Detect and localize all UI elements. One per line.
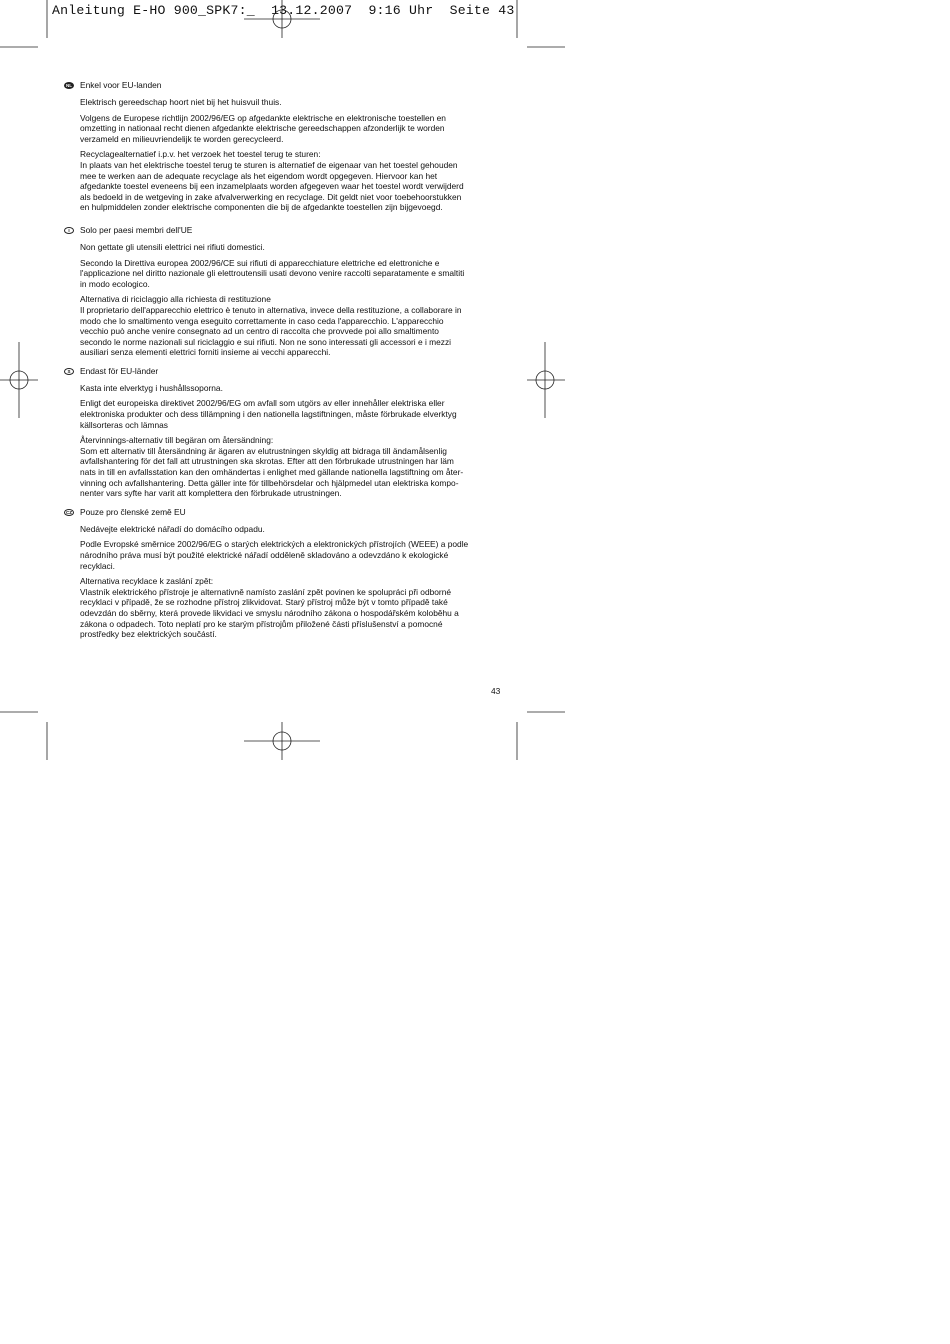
heading-text: Pouze pro členské země EU <box>80 506 186 517</box>
registration-mark-top <box>244 0 320 38</box>
section-it <box>64 225 504 358</box>
language-cz-icon: CZ <box>66 509 72 515</box>
paragraph: Secondo la Direttiva europea 2002/96/CE sui rifiuti di apparecchiature elettriche ed elettroniche e l'applicazione nel diritto nazionale gli elettroutensili usati devono venire raccolti separatamente e smaltiti in modo ecologico. <box>80 257 465 289</box>
language-nl-icon: NL <box>66 83 72 88</box>
paragraph: Kasta inte elverktyg i hushållssoporna. <box>80 382 223 393</box>
section-heading <box>64 366 504 377</box>
section-heading <box>64 507 504 518</box>
section-heading <box>64 80 504 91</box>
page-number: 43 <box>491 686 501 696</box>
paragraph: Non gettate gli utensili elettrici nei rifiuti domestici. <box>80 241 265 252</box>
print-slug: Anleitung E-HO 900_SPK7:_ 13.12.2007 9:16 Uhr Seite 43 <box>52 3 515 18</box>
language-se-icon: S <box>64 368 74 375</box>
paragraph: Återvinnings-alternativ till begäran om återsändning: Som ett alternativ till återsändning är ägaren av elutrustningen skyldig att bidraga till ändamålsenlig avfallshantering för det fall att utrustningen ska skrotas. Efter att den förbrukade utrustningen har läm nats in till en avfallsstation kan den omhändertas i enlighet med gällande nationella lagstiftning om åter- vinning och avfallshantering. Detta gäller inte för tillbehörsdelar och hjälpmedel utan elektriska kompo- nenter vars syfte har varit att komplettera den förbrukade utrustningen. <box>80 435 464 499</box>
paragraph: Recyclagealternatief i.p.v. het verzoek het toestel terug te sturen: In plaats van het elektrische toestel terug te sturen is alternatief de eigenaar van het toestel gehouden mee te werken aan de adequate recyclage als het eigendom wordt opgegeven. Hiervoor kan het afgedankte toestel eveneens bij een inzamelplaats worden afgegeven waar het toestel wordt verwijderd als bedoeld in de wetgeving in zake afvalverwerking en recyclage. Dit geldt niet voor toebehoorstukken en hulpmiddelen zonder elektrische componenten die bij de afgedankte toestellen zijn bijgevoegd. <box>80 149 464 213</box>
document-body <box>64 80 504 648</box>
paragraph: Podle Evropské směrnice 2002/96/EG o starých elektrických a elektronických přístrojích (WEEE) a podle národního práva musí být použité elektrické nářadí odděleně skladováno a odevzdáno k ekologické recyklaci. <box>80 539 469 571</box>
paragraph: Elektrisch gereedschap hoort niet bij het huisvuil thuis. <box>80 97 282 107</box>
heading-text: Solo per paesi membri dell'UE <box>80 224 193 235</box>
section-nl <box>64 80 504 213</box>
registration-mark-left <box>0 342 38 418</box>
registration-mark-bottom <box>244 722 320 760</box>
paragraph: Enligt det europeiska direktivet 2002/96/EG om avfall som utgörs av eller innehåller elektriska eller elektroniska produkter och dess tillämpning i den nationella lagstiftningen, måste förbrukade elverktyg källsorteras och lämnas <box>80 398 457 430</box>
paragraph: Alternativa di riciclaggio alla richiesta di restituzione Il proprietario dell'apparecchio elettrico è tenuto in alternativa, invece della restituzione, a collaborare in modo che lo smaltimento venga eseguito correttamente in caso ceda l'apparecchio. L'apparecchio vecchio può anche venire consegnato ad un centro di raccolta che provvede poi allo smaltimento secondo le norme nazionali sul riciclaggio e sui rifiuti. Non ne sono interessati gli accessori e i mezzi ausiliari senza elementi elettrici forniti insieme ai vecchi apparecchi. <box>80 294 462 358</box>
registration-mark-right <box>527 342 565 418</box>
heading-text: Endast för EU-länder <box>80 365 159 376</box>
paragraph: Volgens de Europese richtlijn 2002/96/EG op afgedankte elektrische en elektronische toestellen en omzetting in nationaal recht dienen afgedankte elektrische gereedschappen afzonderlijk te worden verzameld en milieuvriendelijk te worden gerecycleerd. <box>80 112 446 144</box>
paragraph: Nedávejte elektrické nářadí do domácího odpadu. <box>80 523 265 534</box>
section-heading <box>64 225 504 236</box>
paragraph: Alternativa recyklace k zaslání zpět: Vlastník elektrického přístroje je alternativně namísto zaslání zpět povinen ke spolupráci při odborné recyklaci v případě, že se rozhodne přístroj zlikvidovat. Starý přístroj může být v tomto případě také odevzdán do sběrny, která provede likvidaci ve smyslu národního zákona o hospodářském koloběhu a zákona o odpadech. Toto neplatí pro ke starým přístrojům přiložené části příslušenství a pomocné prostředky bez elektrických součástí. <box>80 576 459 640</box>
section-se <box>64 366 504 499</box>
language-it-icon: I <box>64 227 74 234</box>
section-cz <box>64 507 504 640</box>
heading-text: Enkel voor EU-landen <box>80 80 162 90</box>
